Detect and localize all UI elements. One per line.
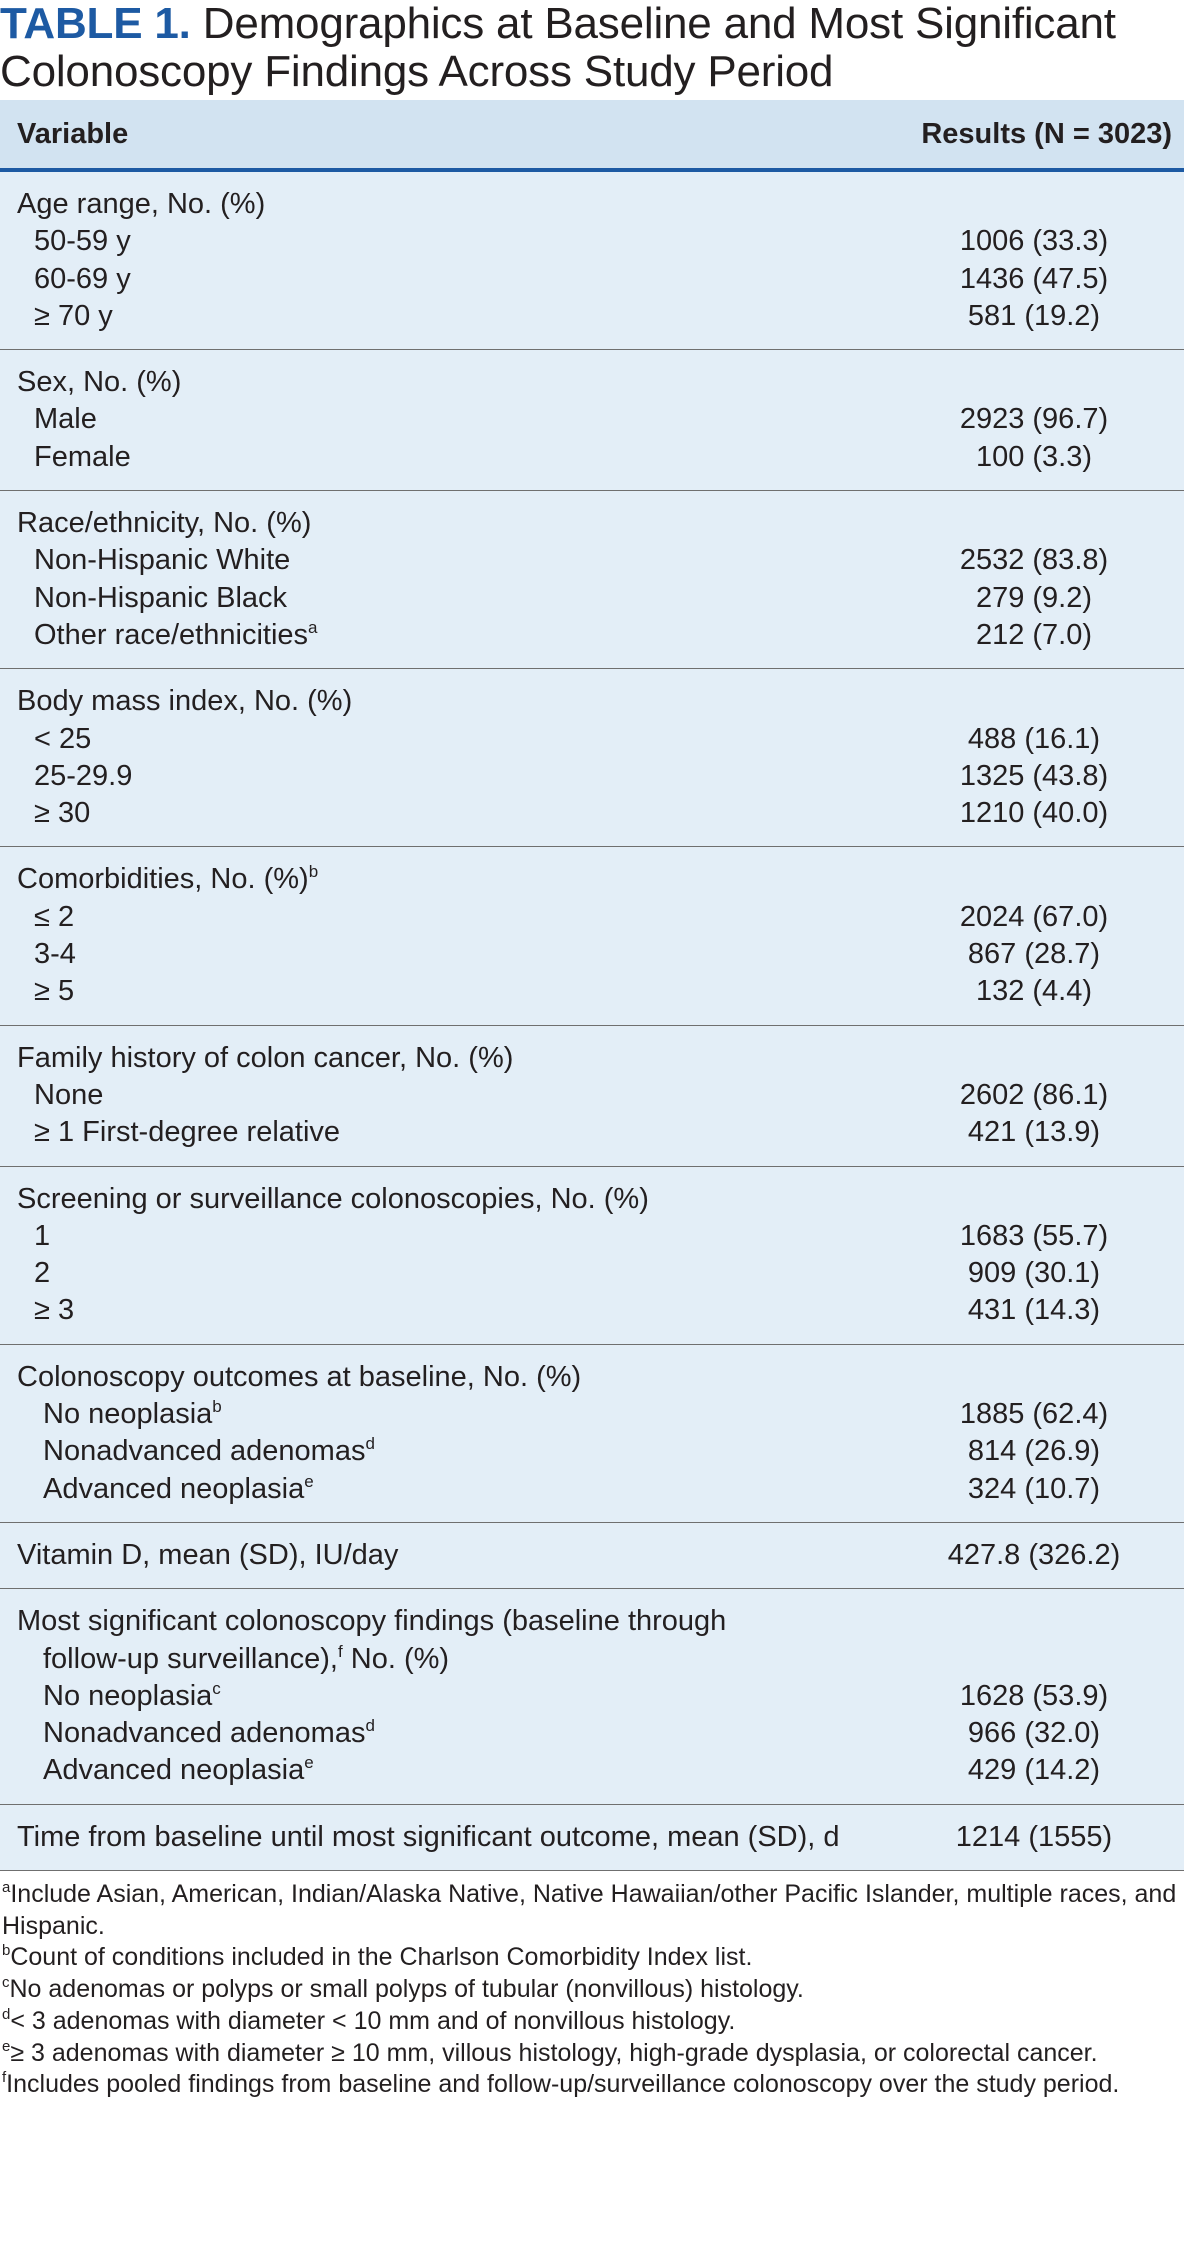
row-label-text: < 25 <box>34 722 92 755</box>
footnotes <box>0 1871 1184 2101</box>
group-heading-continued-tail: No. (%) <box>342 1642 450 1675</box>
row-label <box>0 973 74 1010</box>
footnote-text: ≥ 3 adenomas with diameter ≥ 10 mm, villous histology, high-grade dysplasia, or colorectal cancer. <box>10 2038 1098 2067</box>
row-label-text: ≥ 70 y <box>34 299 113 332</box>
table-group <box>0 1167 1184 1345</box>
table-row <box>0 439 1184 476</box>
row-value: 212 (7.0) <box>975 618 1093 651</box>
table-group <box>0 1026 1184 1167</box>
group-heading-text: Comorbidities, No. (%) <box>17 863 309 896</box>
group-heading-text: Race/ethnicity, No. (%) <box>17 507 312 540</box>
row-label-text: ≤ 2 <box>34 900 75 933</box>
table-row <box>0 401 1184 438</box>
group-heading <box>0 364 181 401</box>
row-value: 1683 (55.7) <box>959 1219 1109 1252</box>
table-title-text: Demographics at Baseline and Most Significant Colonoscopy Findings Across Study Period <box>0 0 1116 96</box>
group-heading-text: Sex, No. (%) <box>17 366 182 399</box>
row-label <box>0 936 76 973</box>
table-row <box>0 261 1184 298</box>
group-heading-value <box>884 1040 1184 1077</box>
table-row <box>0 721 1184 758</box>
group-heading-text: Most significant colonoscopy findings (baseline through <box>17 1605 727 1638</box>
group-heading <box>0 1359 581 1396</box>
row-label-text: Non-Hispanic Black <box>34 581 288 614</box>
footnote <box>2 2038 1180 2070</box>
group-heading-row <box>0 364 1184 401</box>
table-row <box>0 758 1184 795</box>
group-heading <box>0 1603 726 1640</box>
footnote-mark: d <box>2 2005 11 2023</box>
group-heading-row <box>0 683 1184 720</box>
footnote-marker: e <box>304 1471 314 1491</box>
footnote-text: Includes pooled findings from baseline and follow-up/surveillance colonoscopy over the study period. <box>6 2070 1120 2099</box>
row-label-text: Female <box>34 440 131 473</box>
row-label-text: ≥ 5 <box>34 975 75 1008</box>
table-row <box>0 973 1184 1010</box>
table-title-label: TABLE 1. <box>0 0 191 48</box>
row-label <box>0 1678 221 1715</box>
row-label <box>0 1114 340 1151</box>
row-value: 132 (4.4) <box>975 975 1093 1008</box>
row-label <box>0 617 317 654</box>
group-heading-continued-text: follow-up surveillance), <box>43 1642 338 1675</box>
footnote-mark: b <box>2 1942 11 1960</box>
group-heading-text: Family history of colon cancer, No. (%) <box>17 1041 514 1074</box>
group-heading-row <box>0 1819 1184 1856</box>
row-label <box>0 758 132 795</box>
group-heading-row <box>0 1040 1184 1077</box>
row-label <box>0 1433 375 1470</box>
footnote-marker: c <box>212 1678 221 1698</box>
table-row <box>0 1114 1184 1151</box>
table-group <box>0 847 1184 1025</box>
row-label <box>0 721 91 758</box>
table-row <box>0 1292 1184 1329</box>
row-label-text: ≥ 30 <box>34 797 91 830</box>
table-row <box>0 617 1184 654</box>
row-label <box>0 1292 74 1329</box>
group-heading-row <box>0 861 1184 898</box>
footnote-mark: e <box>2 2037 11 2055</box>
row-label <box>0 298 113 335</box>
row-value: 581 (19.2) <box>967 299 1101 332</box>
row-value: 1325 (43.8) <box>959 759 1109 792</box>
table-row <box>0 899 1184 936</box>
row-label-text: None <box>34 1078 104 1111</box>
row-value: 867 (28.7) <box>967 938 1101 971</box>
row-label <box>0 795 90 832</box>
footnote-marker: b <box>212 1397 222 1417</box>
group-heading-value <box>884 1359 1184 1396</box>
footnote-marker: e <box>304 1753 314 1773</box>
group-heading-row <box>0 1181 1184 1218</box>
group-heading-text: Body mass index, No. (%) <box>17 685 353 718</box>
table-row <box>0 1715 1184 1752</box>
row-label-text: Nonadvanced adenomas <box>43 1717 366 1750</box>
group-heading-continued-row <box>0 1641 1184 1678</box>
table-row <box>0 580 1184 617</box>
row-value: 909 (30.1) <box>967 1257 1101 1290</box>
table-row <box>0 1678 1184 1715</box>
group-heading-row <box>0 1359 1184 1396</box>
table-group <box>0 172 1184 350</box>
group-heading-value: 1214 (1555) <box>955 1820 1113 1853</box>
row-value: 100 (3.3) <box>975 440 1093 473</box>
row-label-text: 25-29.9 <box>34 759 133 792</box>
table-group <box>0 1589 1184 1804</box>
row-value: 2532 (83.8) <box>959 544 1109 577</box>
group-heading-row <box>0 186 1184 223</box>
row-label-text: Other race/ethnicities <box>34 618 309 651</box>
table-row <box>0 795 1184 832</box>
row-value: 2602 (86.1) <box>959 1078 1109 1111</box>
row-label-text: ≥ 3 <box>34 1294 75 1327</box>
row-value: 966 (32.0) <box>967 1717 1101 1750</box>
footnote <box>2 1942 1180 1974</box>
table-header <box>0 100 1184 172</box>
row-label-text: ≥ 1 First-degree relative <box>34 1116 341 1149</box>
group-heading <box>0 186 265 223</box>
group-heading-value <box>884 186 1184 223</box>
footnote-marker: a <box>308 617 318 637</box>
row-label <box>0 1255 50 1292</box>
table-row <box>0 1752 1184 1789</box>
header-results: Results (N = 3023) <box>921 117 1172 150</box>
row-label-text: Male <box>34 403 97 436</box>
footnote <box>2 2006 1180 2038</box>
footnote <box>2 1879 1180 1942</box>
footnote-text: < 3 adenomas with diameter < 10 mm and of nonvillous histology. <box>10 2006 736 2035</box>
footnote-marker: f <box>337 1641 343 1661</box>
table-row <box>0 1396 1184 1433</box>
row-value: 324 (10.7) <box>967 1472 1101 1505</box>
group-heading-value <box>884 364 1184 401</box>
row-value: 488 (16.1) <box>967 722 1101 755</box>
row-label <box>0 1218 50 1255</box>
table-row <box>0 1255 1184 1292</box>
group-heading-continued <box>0 1641 449 1678</box>
row-label-text: 2 <box>34 1257 51 1290</box>
group-heading-value <box>884 1641 1184 1678</box>
group-heading-text: Vitamin D, mean (SD), IU/day <box>17 1538 399 1571</box>
demographics-table <box>0 100 1184 1871</box>
group-heading <box>0 1819 840 1856</box>
row-label <box>0 261 131 298</box>
group-heading <box>0 1181 649 1218</box>
footnote-mark: a <box>2 1878 11 1896</box>
group-heading-value <box>884 1181 1184 1218</box>
row-label-text: 1 <box>34 1219 51 1252</box>
footnote <box>2 2069 1180 2101</box>
footnote-mark: f <box>2 2069 7 2087</box>
row-label <box>0 580 287 617</box>
row-value: 1006 (33.3) <box>959 225 1109 258</box>
table-group <box>0 350 1184 491</box>
row-label-text: 3-4 <box>34 938 76 971</box>
footnote-text: Count of conditions included in the Charlson Comorbidity Index list. <box>10 1943 753 1972</box>
row-label <box>0 1471 314 1508</box>
group-heading <box>0 683 352 720</box>
row-value: 421 (13.9) <box>967 1116 1101 1149</box>
row-label <box>0 401 97 438</box>
row-label-text: No neoplasia <box>43 1679 213 1712</box>
group-heading <box>0 1040 513 1077</box>
footnote <box>2 1974 1180 2006</box>
table-body <box>0 172 1184 1871</box>
row-label <box>0 899 74 936</box>
row-value: 1210 (40.0) <box>959 797 1109 830</box>
group-heading-value <box>884 683 1184 720</box>
group-heading-value <box>884 1603 1184 1640</box>
row-value: 279 (9.2) <box>975 581 1093 614</box>
table-row <box>0 1218 1184 1255</box>
group-heading <box>0 505 311 542</box>
group-heading-value <box>884 861 1184 898</box>
row-value: 814 (26.9) <box>967 1435 1101 1468</box>
table-group <box>0 1805 1184 1871</box>
row-label-text: Nonadvanced adenomas <box>43 1435 366 1468</box>
footnote-text: No adenomas or polyps or small polyps of tubular (nonvillous) histology. <box>9 1975 804 2004</box>
row-label <box>0 542 290 579</box>
footnote-text: Include Asian, American, Indian/Alaska Native, Native Hawaiian/other Pacific Islander, multiple races, and Hispanic. <box>2 1879 1177 1940</box>
row-value: 2024 (67.0) <box>959 900 1109 933</box>
group-heading-text: Age range, No. (%) <box>17 188 266 220</box>
table-row <box>0 936 1184 973</box>
group-heading-value: 427.8 (326.2) <box>947 1538 1121 1571</box>
footnote-marker: d <box>365 1434 375 1454</box>
row-label-text: 60-69 y <box>34 262 131 295</box>
row-label-text: Advanced neoplasia <box>43 1754 305 1787</box>
header-variable: Variable <box>17 117 129 150</box>
row-value: 1885 (62.4) <box>959 1398 1109 1431</box>
row-label-text: Non-Hispanic White <box>34 544 291 577</box>
group-heading-text: Screening or surveillance colonoscopies, No. (%) <box>17 1182 649 1215</box>
table-row <box>0 298 1184 335</box>
group-heading-text: Colonoscopy outcomes at baseline, No. (%) <box>17 1360 582 1393</box>
group-heading-row <box>0 1537 1184 1574</box>
row-label-text: No neoplasia <box>43 1398 213 1431</box>
group-heading-row <box>0 1603 1184 1640</box>
row-label <box>0 1396 222 1433</box>
row-value: 1628 (53.9) <box>959 1679 1109 1712</box>
group-heading <box>0 1537 398 1574</box>
table-title <box>0 0 1184 96</box>
row-value: 431 (14.3) <box>967 1294 1101 1327</box>
row-label <box>0 1077 103 1114</box>
row-label <box>0 439 131 476</box>
footnote-mark: c <box>2 1974 10 1992</box>
table-row <box>0 223 1184 260</box>
row-value: 429 (14.2) <box>967 1754 1101 1787</box>
row-label <box>0 1752 314 1789</box>
row-label-text: 50-59 y <box>34 225 131 258</box>
table-row <box>0 1077 1184 1114</box>
table-row <box>0 542 1184 579</box>
group-heading-row <box>0 505 1184 542</box>
row-label <box>0 1715 375 1752</box>
row-label-text: Advanced neoplasia <box>43 1472 305 1505</box>
footnote-marker: b <box>308 862 319 882</box>
row-value: 2923 (96.7) <box>959 403 1109 436</box>
row-value: 1436 (47.5) <box>959 262 1109 295</box>
table-group <box>0 669 1184 847</box>
table-group <box>0 1523 1184 1589</box>
group-heading-value <box>884 505 1184 542</box>
footnote-marker: d <box>365 1716 375 1736</box>
group-heading-text: Time from baseline until most significant outcome, mean (SD), d <box>17 1820 840 1853</box>
table-row <box>0 1471 1184 1508</box>
table-group <box>0 491 1184 669</box>
row-label <box>0 223 131 260</box>
table-row <box>0 1433 1184 1470</box>
group-heading <box>0 861 318 898</box>
table-group <box>0 1345 1184 1523</box>
